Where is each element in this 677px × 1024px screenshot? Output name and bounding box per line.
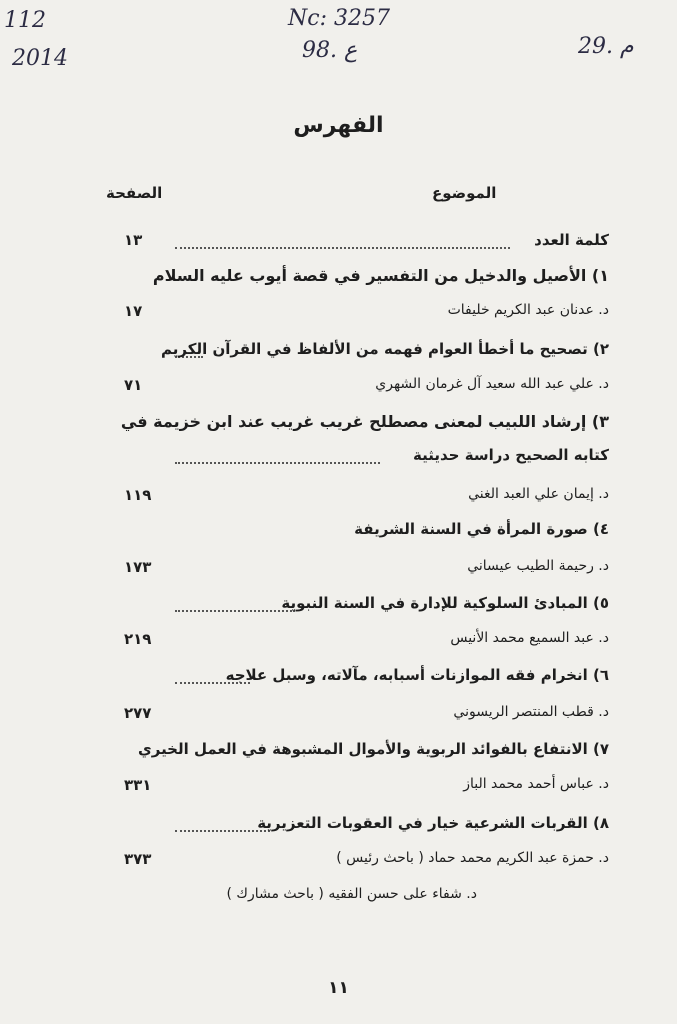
- toc-row-article-3: [0, 408, 677, 438]
- page-number: ١١: [328, 978, 349, 998]
- leader-dots: [175, 820, 270, 832]
- toc-entry-author: د. حمزة عبد الكريم محمد حماد ( باحث رئيس ): [336, 850, 609, 866]
- toc-entry-title: كلمة العدد: [534, 231, 609, 249]
- toc-row-author-2: [0, 372, 677, 402]
- toc-entry-author: د. شفاء على حسن الفقيه ( باحث مشارك ): [226, 886, 477, 902]
- toc-page-number: ١٣: [124, 231, 143, 249]
- handwritten-note-top-right: 29. م: [578, 34, 634, 59]
- toc-row-author-7: [0, 772, 677, 802]
- toc-page-number: ١٧٣: [124, 558, 152, 576]
- toc-entry-author: د. إيمان علي العبد الغني: [468, 486, 609, 502]
- handwritten-call-number: Nc: 3257: [288, 6, 390, 31]
- toc-entry-title: كتابه الصحيح دراسة حديثية: [413, 446, 609, 464]
- toc-page-number: ١١٩: [124, 486, 152, 504]
- toc-row-article-6: [0, 662, 677, 692]
- leader-dots: [175, 452, 380, 464]
- toc-page-number: ٢٧٧: [124, 704, 152, 722]
- leader-dots: [175, 237, 510, 249]
- toc-row-intro: [0, 227, 677, 257]
- handwritten-shelf-code: 98. ع: [302, 38, 358, 63]
- toc-entry-title: ٧) الانتفاع بالفوائد الربوية والأموال المشبوهة في العمل الخيري: [137, 740, 609, 758]
- toc-entry-author: د. رحيمة الطيب عيساني: [467, 558, 609, 574]
- toc-entry-author: د. قطب المنتصر الريسوني: [453, 704, 609, 720]
- toc-entry-title: ٤) صورة المرأة في السنة الشريفة: [354, 520, 609, 538]
- toc-row-author-1: [0, 298, 677, 328]
- column-header-page: الصفحة: [106, 184, 163, 202]
- page-title: الفهرس: [293, 113, 384, 138]
- handwritten-note-top-left-2: 2014: [12, 46, 68, 71]
- toc-row-article-3-cont: [0, 442, 677, 472]
- toc-row-author-3: [0, 482, 677, 512]
- toc-page-number: ٣٧٣: [124, 850, 152, 868]
- toc-row-author-5: [0, 626, 677, 656]
- toc-entry-title: ٦) انخرام فقه الموازنات أسبابه، مآلاته، وسبل علاجه: [225, 666, 609, 684]
- leader-dots: [175, 600, 295, 612]
- toc-row-article-8: [0, 810, 677, 840]
- toc-entry-title: ٣) إرشاد اللبيب لمعنى مصطلح غريب غريب عند ابن خزيمة في: [120, 412, 609, 431]
- toc-row-article-1: [0, 262, 677, 292]
- toc-row-article-2: [0, 336, 677, 366]
- toc-row-author-8a: [0, 846, 677, 876]
- toc-row-article-5: [0, 590, 677, 620]
- toc-row-article-4: [0, 516, 677, 546]
- toc-entry-title: ٨) القربات الشرعية خيار في العقوبات التعزيرية: [257, 814, 609, 832]
- toc-entry-title: ٢) تصحيح ما أخطأ العوام فهمه من الألفاظ في القرآن الكريم: [161, 340, 609, 358]
- toc-row-author-4: [0, 554, 677, 584]
- toc-row-article-7: [0, 736, 677, 766]
- toc-entry-title: ١) الأصيل والدخيل من التفسير في قصة أيوب عليه السلام: [152, 266, 609, 285]
- toc-row-author-6: [0, 700, 677, 730]
- column-header-topic: الموضوع: [432, 184, 497, 202]
- toc-page-number: ٣٣١: [124, 776, 152, 794]
- toc-page-number: ٧١: [124, 376, 143, 394]
- toc-entry-author: د. عدنان عبد الكريم خليفات: [447, 302, 609, 318]
- toc-row-author-8b: [0, 882, 677, 912]
- toc-entry-author: د. عباس أحمد محمد الباز: [463, 776, 609, 792]
- handwritten-note-top-left-1: 112: [4, 8, 46, 33]
- toc-entry-title: ٥) المبادئ السلوكية للإدارة في السنة النبوية: [281, 594, 609, 612]
- toc-page-number: ١٧: [124, 302, 143, 320]
- toc-entry-author: د. علي عبد الله سعيد آل غرمان الشهري: [375, 376, 609, 392]
- toc-entry-author: د. عبد السميع محمد الأنيس: [450, 630, 609, 646]
- toc-page-number: ٢١٩: [124, 630, 152, 648]
